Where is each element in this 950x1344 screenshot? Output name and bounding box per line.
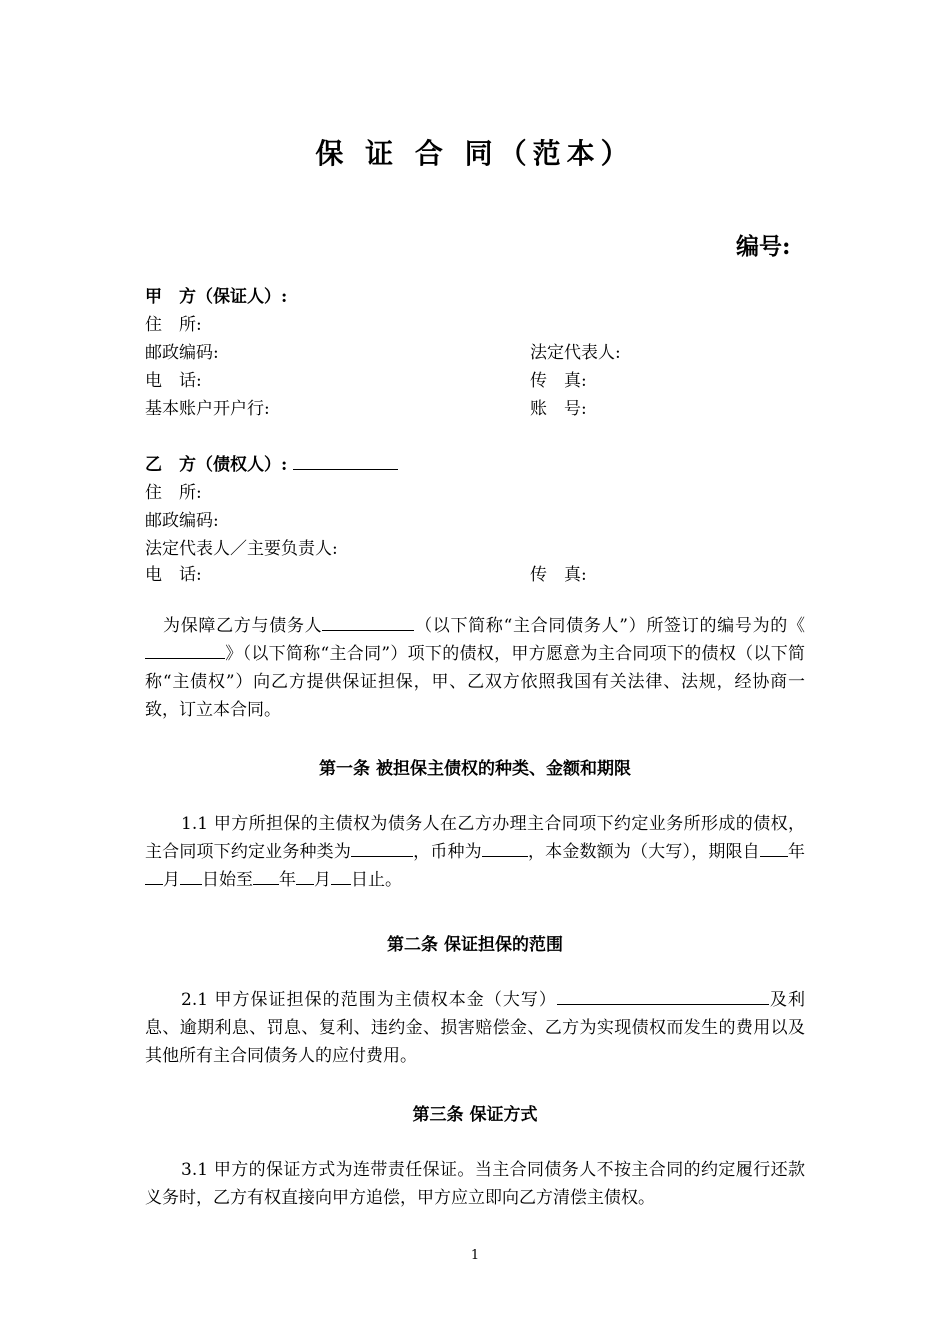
section-3-heading: 第三条 保证方式 [412,1105,538,1125]
document-title: 保 证 合 同（范本） [315,137,635,170]
serial-number-label: 编号: [736,233,791,260]
end-year-blank [253,866,279,885]
start-year-blank [760,838,788,857]
party-b-heading: 乙 方（债权人）: [145,455,288,475]
intro-text-2: （以下简称“主合同债务人”）所签订的编号为的《 [414,616,805,636]
party-a-legal-rep: 法定代表人: [530,343,621,363]
s1-text-2: ，币种为 [413,842,482,862]
s1-text-5: 月 [163,870,180,890]
currency-blank [482,838,528,857]
end-month-blank [296,866,314,885]
section-3-paragraph: 3.1 甲方的保证方式为连带责任保证。当主合同债务人不按主合同的约定履行还款义务时，乙方有权直接向甲方追偿，甲方应立即向乙方清偿主债权。 [145,1160,805,1208]
party-b-heading-row [145,450,398,475]
section-1-heading: 第一条 被担保主债权的种类、金额和期限 [319,759,631,779]
party-b-legal-rep: 法定代表人／主要负责人: [145,539,338,559]
s1-text-6: 日始至 [202,870,253,890]
start-month-blank [145,866,163,885]
party-a-postcode: 邮政编码: [145,343,219,363]
s2-text-1: 2.1 甲方保证担保的范围为主债权本金（大写） [181,990,557,1010]
section-1-paragraph [145,810,805,894]
s1-text-9: 日止。 [351,870,402,890]
debtor-blank [322,612,414,631]
party-b-name-blank [293,451,398,470]
start-day-blank [180,866,202,885]
party-b-postcode: 邮政编码: [145,511,219,531]
intro-paragraph [145,612,805,724]
s1-text-3: ，本金数额为（大写），期限自 [527,842,760,862]
party-a-phone: 电 话: [145,371,202,391]
section-2-heading: 第二条 保证担保的范围 [387,935,563,955]
page-number: 1 [470,1248,480,1263]
contract-name-blank [145,640,225,659]
principal-blank-2 [663,986,769,1005]
party-a-address: 住 所: [145,315,202,335]
s2-text-2: 及利息、逾期利息、罚息、复利、违约金、损害赔偿金、乙方为实现债权而发生的费用以及其他所有主合同债务人的应付费用。 [145,990,805,1066]
end-day-blank [331,866,351,885]
party-a-fax: 传 真: [530,371,587,391]
party-a-account: 账 号: [530,399,587,419]
intro-text-1: 为保障乙方与债务人 [163,616,323,636]
party-b-address: 住 所: [145,483,202,503]
intro-text-3: 》（以下简称“主合同”）项下的债权，甲方愿意为主合同项下的债权（以下简称“主债权”）向乙方提供保证担保，甲、乙双方依照我国有关法律、法规，经协商一致，订立本合同。 [145,644,805,720]
section-2-paragraph [145,986,805,1070]
principal-blank-1 [557,986,663,1005]
party-a-bank: 基本账户开户行: [145,399,270,419]
s1-text-4: 年 [787,842,806,862]
party-a-heading: 甲 方（保证人）: [145,287,288,307]
s1-text-8: 月 [314,870,331,890]
s1-text-1: 1.1 甲方所担保的主债权为债务人在乙方办理主合同项下约定业务所形成的债权，主合同项下约定业务种类为 [145,814,805,862]
party-b-phone: 电 话: [145,565,202,585]
s1-text-7: 年 [279,870,296,890]
business-type-blank [351,838,413,857]
party-b-fax: 传 真: [530,565,587,585]
